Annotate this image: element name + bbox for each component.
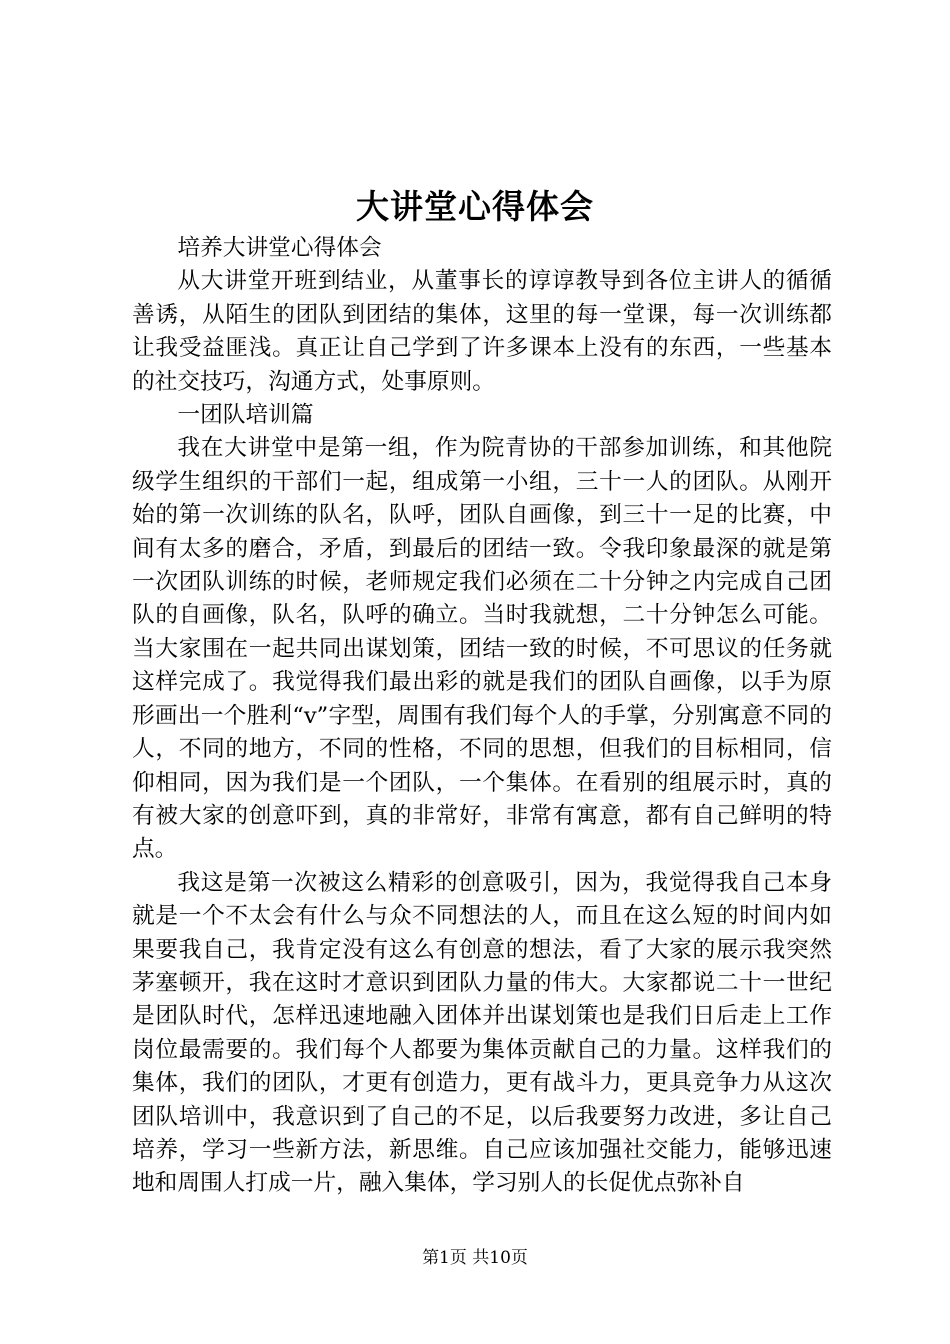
paragraph-team-training: 我在大讲堂中是第一组，作为院青协的干部参加训练，和其他院级学生组织的干部们一起，组成第一小组，三十一人的团队。从刚开始的第一次训练的队名，队呼，团队自画像，到三十一足的比赛，中间有太多的磨合，矛盾，到最后的团结一致。令我印象最深的就是第一次团队训练的时候，老师规定我们必须在二十分钟之内完成自己团队的自画像，队名，队呼的确立。当时我就想，二十分钟怎么可能。当大家围在一起共同出谋划策，团结一致的时候，不可思议的任务就这样完成了。我觉得我们最出彩的就是我们的团队自画像，以手为原形画出一个胜利“v”字型，周围有我们每个人的手掌，分别寓意不同的人，不同的地方，不同的性格，不同的思想，但我们的目标相同，信仰相同，因为我们是一个团队，一个集体。在看别的组展示时，真的有被大家的创意吓到，真的非常好，非常有寓意，都有自己鲜明的特点。 <box>132 435 832 863</box>
paragraph-subtitle: 培养大讲堂心得体会 <box>177 235 382 261</box>
paragraph-intro: 从大讲堂开班到结业，从董事长的谆谆教导到各位主讲人的循循善诱，从陌生的团队到团结的集体，这里的每一堂课，每一次训练都让我受益匪浅。真正让自己学到了许多课本上没有的东西，一些基本的社交技巧，沟通方式，处事原则。 <box>132 268 832 395</box>
paragraph-section-heading: 一团队培训篇 <box>177 402 314 429</box>
document-body <box>132 232 832 1201</box>
page-number-footer: 第1页 共10页 <box>422 1248 528 1268</box>
document-title: 大讲堂心得体会 <box>356 187 594 226</box>
paragraph-reflection: 我这是第一次被这么精彩的创意吸引，因为，我觉得我自己本身就是一个不太会有什么与众不同想法的人，而且在这么短的时间内如果要我自己，我肯定没有这么有创意的想法，看了大家的展示我突然茅塞顿开，我在这时才意识到团队力量的伟大。大家都说二十一世纪是团队时代，怎样迅速地融入团体并出谋划策也是我们日后走上工作岗位最需要的。我们每个人都要为集体贡献自己的力量。这样我们的集体，我们的团队，才更有创造力，更有战斗力，更具竞争力从这次团队培训中，我意识到了自己的不足，以后我要努力改进，多让自己培养，学习一些新方法，新思维。自己应该加强社交能力，能够迅速地和周围人打成一片，融入集体，学习别人的长促优点弥补自 <box>132 869 832 1197</box>
